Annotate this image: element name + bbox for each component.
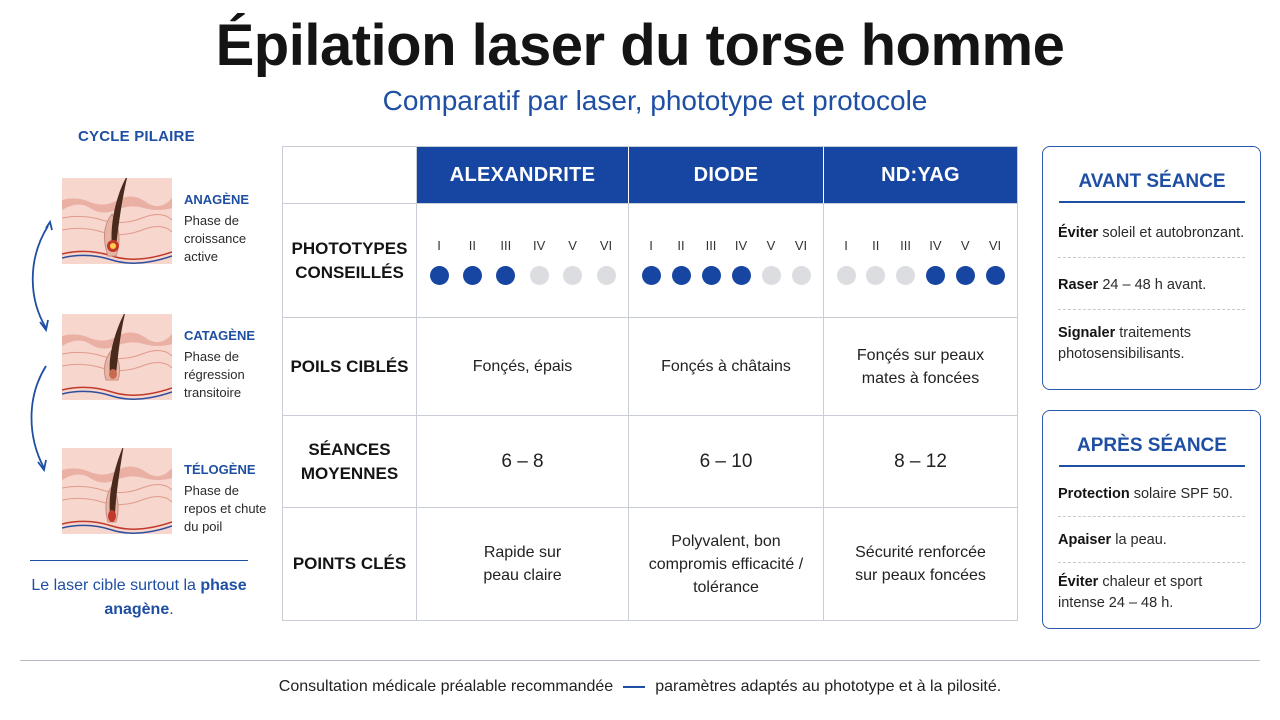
tip-item (1058, 530, 1248, 551)
phototype-dot-not-recommended (837, 266, 856, 285)
footer-note (0, 678, 1280, 696)
tip-item (1058, 275, 1248, 296)
cycle-arrows-icon (26, 218, 66, 478)
table-cell: Sécurité renforcée sur peaux foncées (855, 544, 986, 584)
box-title: AVANT SÉANCE (1078, 171, 1226, 192)
phototype-dot-not-recommended (762, 266, 781, 285)
phototype-dot-recommended (672, 266, 691, 285)
box-title: APRÈS SÉANCE (1077, 435, 1227, 456)
tip-text: traitements photosensibilisants. (1058, 325, 1191, 362)
tip-keyword: Signaler (1058, 325, 1116, 341)
table-row (283, 317, 1017, 415)
page-title: Épilation laser du torse homme (215, 13, 1065, 78)
phototype-dot-recommended (986, 266, 1005, 285)
stage-desc: Phase de croissance active (184, 213, 247, 264)
phototype-label: III (705, 238, 717, 253)
phototype-scale (824, 204, 1017, 317)
phototype-dot-not-recommended (896, 266, 915, 285)
tip-text: soleil et autobronzant. (1098, 225, 1245, 241)
footer-right: paramètres adaptés au phototype et à la pilosité. (655, 678, 1002, 695)
phototype-dot-not-recommended (792, 266, 811, 285)
phototype-label: I (649, 238, 653, 253)
stage-name: CATAGÈNE (184, 328, 256, 343)
footer-left: Consultation médicale préalable recommandée (278, 678, 614, 695)
stage-telogen (62, 448, 272, 540)
before-session-box (1042, 146, 1261, 390)
tip-text: la peau. (1111, 532, 1167, 548)
cycle-divider (30, 560, 248, 561)
phototype-label: III (900, 238, 912, 253)
tip-keyword: Éviter (1058, 574, 1099, 590)
stage-catagen (62, 314, 272, 406)
phototype-dot-not-recommended (866, 266, 885, 285)
phototype-dot-recommended (732, 266, 751, 285)
tip-text: chaleur et sport intense 24 – 48 h. (1058, 574, 1203, 611)
phototype-label: I (437, 238, 441, 253)
laser-header: ALEXANDRITE (417, 147, 628, 203)
phototype-label: VI (988, 238, 1002, 253)
phototype-label: IV (734, 238, 748, 253)
table-cell: 8 – 12 (894, 450, 947, 472)
phototype-dot-recommended (430, 266, 449, 285)
anagen-hair-icon (62, 178, 172, 264)
stage-desc: Phase de régression transitoire (184, 349, 245, 400)
comparison-table (282, 146, 1018, 621)
tip-item (1058, 484, 1248, 505)
page-subtitle: Comparatif par laser, phototype et protocole (382, 85, 928, 116)
table-cell: Fonçés à châtains (661, 358, 791, 375)
phototype-label: I (844, 238, 848, 253)
after-session-box (1042, 410, 1261, 629)
note-end: . (169, 601, 174, 618)
phototype-scale (417, 204, 628, 317)
tip-item (1058, 223, 1248, 244)
phototype-label: V (568, 238, 577, 253)
table-row (283, 507, 1017, 620)
tip-text: 24 – 48 h avant. (1098, 277, 1207, 293)
phototype-label: IV (929, 238, 942, 253)
phototype-dot-recommended (926, 266, 945, 285)
phototype-dot-recommended (956, 266, 975, 285)
catagen-hair-icon (62, 314, 172, 400)
phototype-label: II (677, 238, 685, 253)
tip-item (1058, 323, 1248, 365)
tip-keyword: Raser (1058, 277, 1099, 293)
table-cell: 6 – 8 (501, 450, 544, 472)
stage-anagen (62, 178, 272, 270)
phototype-label: IV (533, 238, 546, 253)
tip-text: solaire SPF 50. (1129, 486, 1233, 502)
table-cell: Polyvalent, bon compromis efficacité / tolérance (648, 532, 804, 596)
tip-keyword: Protection (1058, 486, 1130, 502)
footer-divider (20, 660, 1260, 661)
cycle-title: CYCLE PILAIRE (78, 128, 195, 145)
table-cell: Rapide sur peau claire (483, 544, 562, 584)
phototype-dot-not-recommended (530, 266, 549, 285)
tip-keyword: Éviter (1058, 225, 1099, 241)
footer-dash (623, 686, 645, 688)
note-text: Le laser cible surtout la (31, 577, 201, 594)
hair-cycle-panel (26, 128, 267, 628)
table-row (283, 203, 1017, 317)
phototype-dot-recommended (642, 266, 661, 285)
table-cell: Fonçés, épais (472, 358, 573, 375)
table-row (283, 415, 1017, 507)
cycle-note (30, 574, 248, 622)
tip-item (1058, 572, 1248, 614)
note-emphasis: phase anagène (104, 577, 247, 618)
row-label: POINTS CLÉS (292, 554, 407, 573)
phototype-dot-recommended (496, 266, 515, 285)
laser-header: DIODE (629, 147, 823, 203)
table-header-row (283, 147, 1017, 203)
telogen-hair-icon (62, 448, 172, 534)
phototype-label: V (960, 238, 970, 253)
phototype-dot-not-recommended (597, 266, 616, 285)
row-label: PHOTOTYPES CONSEILLÉS (291, 238, 408, 282)
stage-desc: Phase de repos et chute du poil (184, 483, 267, 534)
stage-name: TÉLOGÈNE (184, 462, 256, 477)
phototype-label: VI (599, 238, 613, 253)
table-cell: Fonçés sur peaux mates à foncées (856, 346, 985, 387)
phototype-label: II (872, 238, 880, 253)
row-label: SÉANCES MOYENNES (300, 439, 399, 483)
phototype-dot-not-recommended (563, 266, 582, 285)
laser-header: ND:YAG (824, 147, 1017, 203)
phototype-label: II (468, 238, 476, 253)
phototype-dot-recommended (702, 266, 721, 285)
row-label: POILS CIBLÉS (290, 356, 409, 376)
phototype-dot-recommended (463, 266, 482, 285)
stage-name: ANAGÈNE (184, 192, 250, 207)
table-cell: 6 – 10 (699, 450, 753, 472)
phototype-label: III (500, 238, 512, 253)
phototype-scale (629, 204, 823, 317)
phototype-label: VI (794, 238, 808, 253)
phototype-label: V (766, 238, 776, 253)
tip-keyword: Apaiser (1058, 532, 1112, 548)
